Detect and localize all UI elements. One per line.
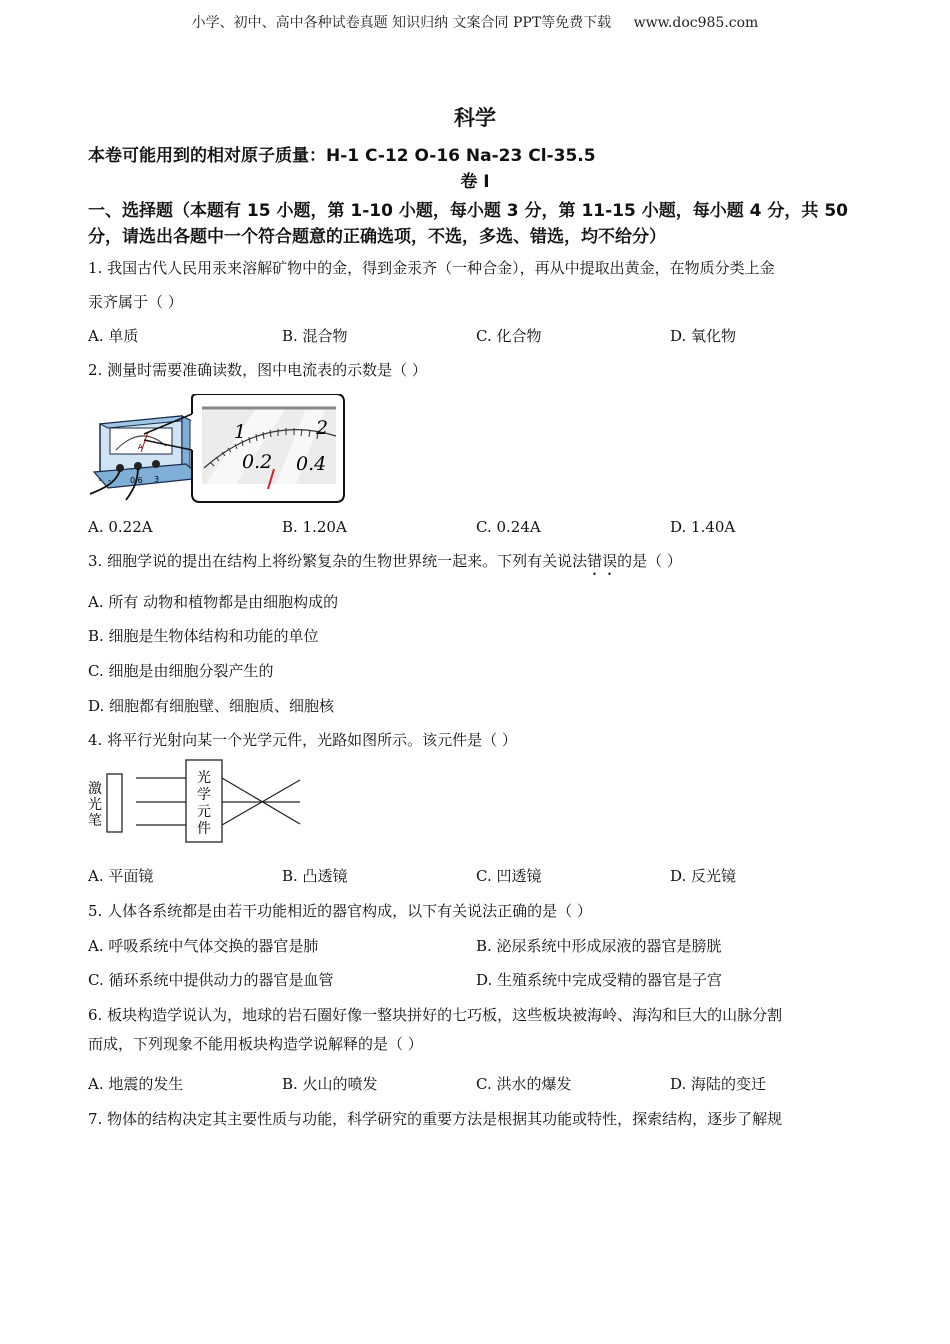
q3-option-b[interactable]: B. 细胞是生物体结构和功能的单位 <box>88 627 319 645</box>
page-header <box>0 12 950 32</box>
terminal-label-3: 3 <box>154 475 160 484</box>
q5-option-c[interactable]: C. 循环系统中提供动力的器官是血管 <box>88 971 334 989</box>
q2-option-c[interactable]: C. 0.24A <box>476 518 541 536</box>
section1-heading-line1: 一、选择题（本题有 15 小题，第 1-10 小题，每小题 3 分，第 11-15 小题，每小题 4 分，共 50 <box>88 201 848 221</box>
terminal-label-0-6: 0.6 <box>130 476 143 485</box>
q1-stem-line2: 汞齐属于（ ） <box>88 293 183 311</box>
q4-option-b[interactable]: B. 凸透镜 <box>282 867 348 885</box>
q4-option-c[interactable]: C. 凹透镜 <box>476 867 542 885</box>
q1-option-b[interactable]: B. 混合物 <box>282 327 348 345</box>
q2-option-b[interactable]: B. 1.20A <box>282 518 347 536</box>
dial-label-0-2: 0.2 <box>242 451 273 473</box>
q4-option-a[interactable]: A. 平面镜 <box>88 867 154 885</box>
q3-stem <box>88 550 682 579</box>
q6-stem-line2: 而成，下列现象不能用板块构造学说解释的是（ ） <box>88 1035 423 1053</box>
q3-stem-after: 的是（ ） <box>617 552 682 570</box>
terminal-3 <box>152 460 160 468</box>
page-title: 科学 <box>454 106 496 130</box>
q4-option-d[interactable]: D. 反光镜 <box>670 867 737 885</box>
q3-option-d[interactable]: D. 细胞都有细胞壁、细胞质、细胞核 <box>88 697 335 715</box>
header-promo-text: 小学、初中、高中各种试卷真题 知识归纳 文案合同 PPT等免费下载 <box>191 15 612 31</box>
terminal-label-neg: - <box>108 476 112 486</box>
dial-label-2: 2 <box>316 417 329 439</box>
header-url: www.doc985.com <box>633 15 759 31</box>
atomic-masses: 本卷可能用到的相对原子质量：H-1 C-12 O-16 Na-23 Cl-35.5 <box>88 146 596 166</box>
laser-pen-label: 激 光 笔 <box>88 781 102 829</box>
q1-option-d[interactable]: D. 氧化物 <box>670 327 737 345</box>
optical-element-label: 光 学 元 件 <box>197 770 211 837</box>
dial-label-0-4: 0.4 <box>296 453 327 475</box>
q1-option-c[interactable]: C. 化合物 <box>476 327 542 345</box>
q6-stem-line1: 6. 板块构造学说认为，地球的岩石圈好像一整块拼好的七巧板，这些板块被海岭、海沟和巨大的山脉分割 <box>88 1006 783 1024</box>
q5-option-b[interactable]: B. 泌尿系统中形成尿液的器官是膀胱 <box>476 937 722 955</box>
dial-label-1: 1 <box>234 421 247 443</box>
q3-stem-emphasis: 错误 <box>587 552 618 570</box>
q6-option-d[interactable]: D. 海陆的变迁 <box>670 1075 767 1093</box>
q6-option-a[interactable]: A. 地震的发生 <box>88 1075 184 1093</box>
q1-option-a[interactable]: A. 单质 <box>88 327 139 345</box>
q3-option-a[interactable]: A. 所有 动物和植物都是由细胞构成的 <box>88 593 339 611</box>
q6-option-c[interactable]: C. 洪水的爆发 <box>476 1075 572 1093</box>
volume-label: 卷 I <box>460 172 490 192</box>
q2-stem: 2. 测量时需要准确读数，图中电流表的示数是（ ） <box>88 361 427 379</box>
ammeter-figure <box>86 394 348 504</box>
ammeter-mark: A <box>138 443 143 451</box>
laser-pen-box <box>107 774 122 832</box>
optics-figure <box>86 758 308 844</box>
q3-option-c[interactable]: C. 细胞是由细胞分裂产生的 <box>88 662 274 680</box>
q5-stem: 5. 人体各系统都是由若干功能相近的器官构成，以下有关说法正确的是（ ） <box>88 902 592 920</box>
q2-option-a[interactable]: A. 0.22A <box>88 518 153 536</box>
q5-option-a[interactable]: A. 呼吸系统中气体交换的器官是肺 <box>88 937 319 955</box>
q1-stem-line1: 1. 我国古代人民用汞来溶解矿物中的金，得到金汞齐（一种合金），再从中提取出黄金，在物质分类上金 <box>88 259 775 277</box>
q7-stem-line1: 7. 物体的结构决定其主要性质与功能，科学研究的重要方法是根据其功能或特性，探索结构，逐步了解规 <box>88 1110 783 1128</box>
q2-option-d[interactable]: D. 1.40A <box>670 518 736 536</box>
q5-option-d[interactable]: D. 生殖系统中完成受精的器官是子宫 <box>476 971 723 989</box>
q6-option-b[interactable]: B. 火山的喷发 <box>282 1075 378 1093</box>
section1-heading-line2: 分，请选出各题中一个符合题意的正确选项，不选，多选、错选，均不给分） <box>88 227 666 247</box>
refracted-ray-top <box>222 778 300 824</box>
q3-stem-before: 3. 细胞学说的提出在结构上将纷繁复杂的生物世界统一起来。下列有关说法 <box>88 552 588 570</box>
q4-stem: 4. 将平行光射向某一个光学元件，光路如图所示。该元件是（ ） <box>88 731 517 749</box>
